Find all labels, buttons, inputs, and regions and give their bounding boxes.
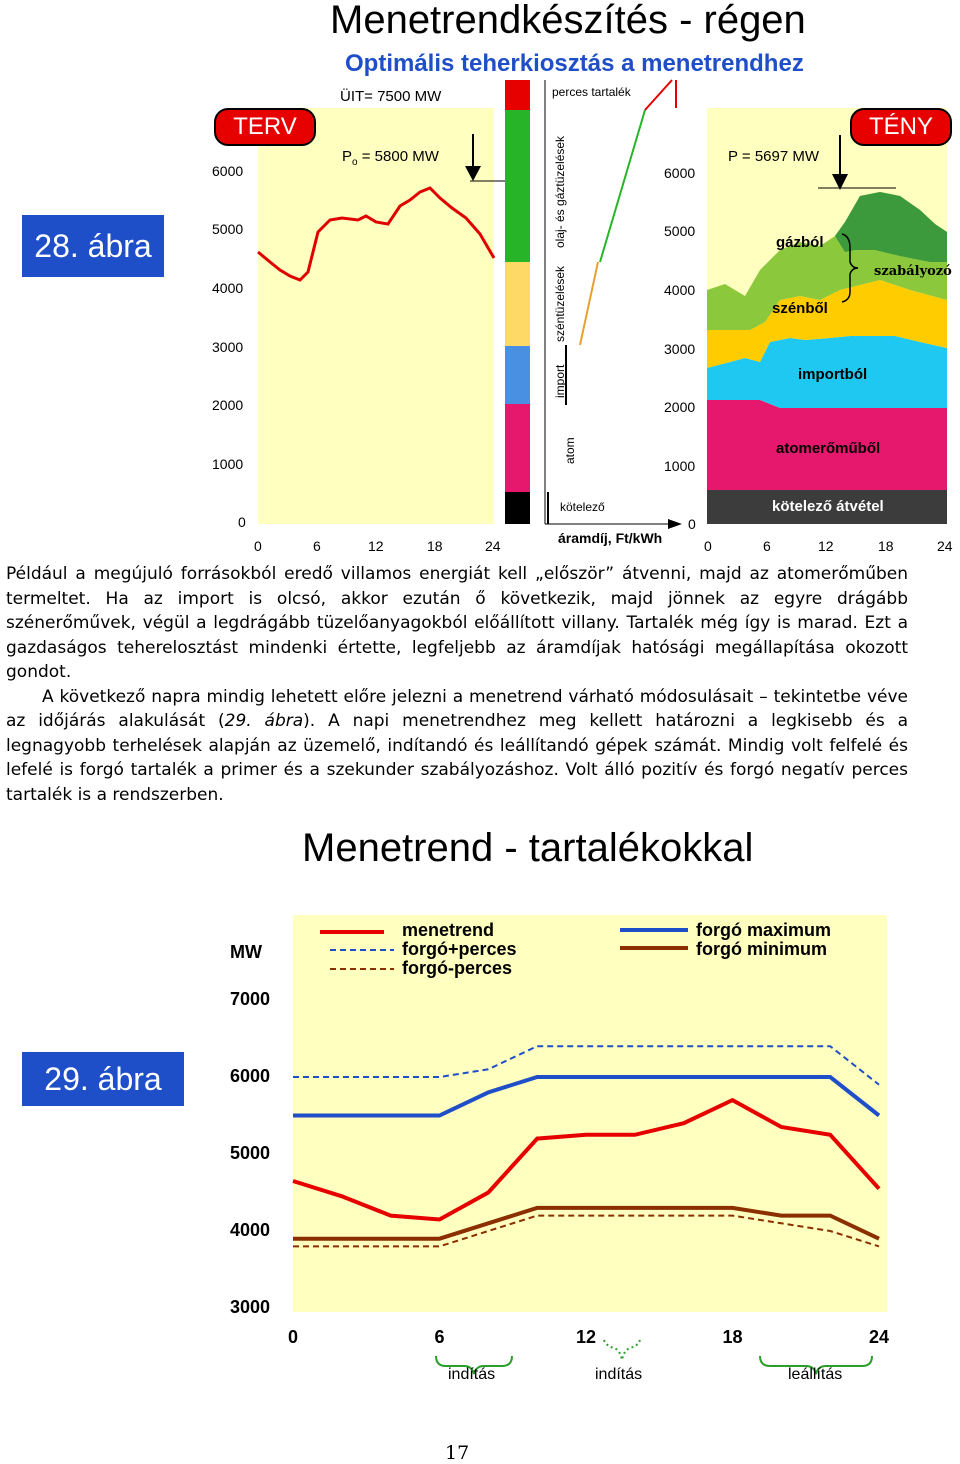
left-y-tick: 2000 [212,397,244,413]
legend-forgo-max: forgó maximum [696,920,832,940]
kotelezo-atvetel-label: kötelező átvétel [772,498,884,515]
y-tick-label: 3000 [230,1297,271,1317]
left-y-tick: 0 [238,514,246,530]
paragraph-2: A következő napra mindig lehetett előre jelezni a menetrend várható módosulásait – tekintetbe véve az időjárás alakulását (29. ábra). A napi menetrendhez meg kellett határozni a legkisebb és a legnagyobb terhelések alapján az üzemelő, indítandó és leállítandó gépek számát. Mindig volt felfelé és lefelé is forgó tartalék a primer és a szekunder szabályozáshoz. Volt álló pozitív és forgó negatív perces tartalék is a rendszerben. [6,686,908,805]
importbol-label: importból [798,366,868,383]
import-label: import [553,364,567,398]
left-y-tick: 1000 [212,456,244,472]
y-tick-label: 5000 [230,1143,271,1163]
mid-y-tick: 4000 [664,282,696,298]
mid-y-tick: 0 [688,516,696,532]
po-label: $P_o = 5800$ MW [342,148,439,168]
olaj-label: olaj- és gáztüzelések [553,135,567,248]
fig28-badge: 28. ábra [22,215,164,277]
gazbol-label: gázból [776,234,824,251]
fig28-subtitle: Optimális teherkiosztás a menetrendhez [345,50,804,77]
aramdij-label: áramdíj, Ft/kWh [558,530,663,546]
x-tick-label: 18 [722,1327,743,1347]
fig29-title: Menetrend - tartalékokkal [302,826,754,870]
right-x-tick: 0 [704,538,712,554]
atomeromubol-label: atomerőműből [776,440,881,457]
p-actual-label: P = 5697 MW [728,148,820,165]
right-x-tick: 12 [818,538,834,554]
mid-y-tick: 6000 [664,165,696,181]
teny-label: TÉNY [850,108,952,146]
right-x-tick: 24 [937,538,953,554]
left-y-tick: 5000 [212,221,244,237]
left-x-tick: 24 [485,538,501,554]
y-tick-label: 4000 [230,1220,271,1240]
mid-y-tick: 2000 [664,399,696,415]
legend-forgo-minus: forgó-perces [402,958,513,978]
y-tick-label: 7000 [230,989,271,1009]
paragraph-1: Például a megújuló forrásokból eredő villamos energiát kell „először” átvenni, majd az atomerőműben termeltet. Ha az import is olcsó, akkor ezután ő következik, majd jönnek az egyre drágább szénerőművek, végül a legdrágább tüzelőanyagokból előállított villany. Tartalék még így is marad. Ezt a gazdaságos teherelosztást mindenki értette, legfeljebb az áramdíjak hatósági megállapítása okozott gondot. [6,564,908,682]
left-y-tick: 4000 [212,280,244,296]
fig-ref: 29. ábra [224,711,304,731]
x-tick-label: 24 [869,1327,890,1347]
kotelezo-label: kötelező [560,500,605,514]
y-tick-label: 6000 [230,1066,271,1086]
mid-y-tick: 5000 [664,223,696,239]
page-number: 17 [445,1442,470,1464]
szabalyozo-label: szabályozó [874,264,952,279]
fig28-title: Menetrendkészítés - régen [330,0,806,42]
right-x-tick: 18 [878,538,894,554]
legend-menetrend: menetrend [402,920,495,940]
mid-y-tick: 1000 [664,458,696,474]
perces-label: perces tartalék [552,85,631,99]
leallitas: leállítás [788,1366,843,1383]
atom-label: atom [563,437,577,464]
inditas-2: indítás [595,1366,643,1383]
left-x-tick: 12 [368,538,384,554]
mid-y-tick: 3000 [664,341,696,357]
legend-forgo-min: forgó minimum [696,939,827,959]
terv-label: TERV [214,108,316,146]
uit-label: ÜIT= 7500 MW [340,88,442,105]
left-y-tick: 6000 [212,163,244,179]
legend-forgo-plus: forgó+perces [402,939,517,959]
brace-inditas2 [604,1340,640,1360]
szen-label: széntüzelések [553,265,567,342]
left-x-tick: 6 [313,538,321,554]
left-x-tick: 18 [427,538,443,554]
x-tick-label: 0 [288,1327,299,1347]
x-tick-label: 12 [576,1327,597,1347]
unit-label: MW [230,942,262,962]
szenbol-label: szénből [772,300,828,317]
left-y-tick: 3000 [212,339,244,355]
right-x-tick: 6 [763,538,771,554]
x-tick-label: 6 [434,1327,445,1347]
inditas-1: indítás [448,1366,496,1383]
fig29-badge: 29. ábra [22,1052,184,1106]
left-x-tick: 0 [254,538,262,554]
